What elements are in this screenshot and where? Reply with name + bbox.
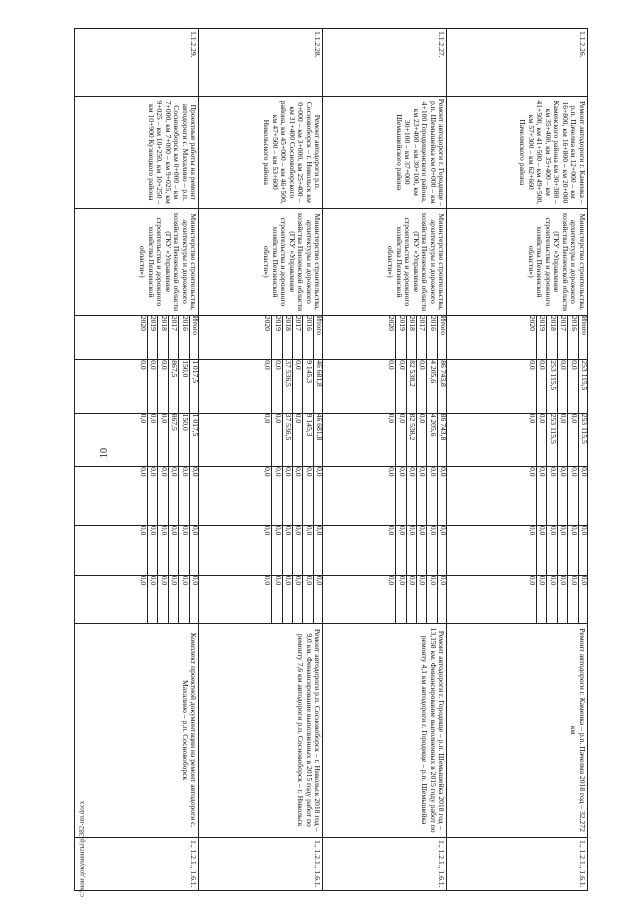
total-funding-cells bbox=[323, 360, 447, 413]
c4-cell: 0,0 bbox=[439, 525, 449, 536]
c1-cell: 0,0 bbox=[272, 360, 282, 412]
c3-cell: 0,0 bbox=[138, 467, 148, 525]
c3-cell: 0,0 bbox=[580, 467, 589, 477]
regional-budget-cells bbox=[323, 413, 447, 466]
c3-cell: 0,0 bbox=[386, 467, 396, 525]
c2-cell: 9 145,3 bbox=[303, 414, 313, 466]
c4-cell: 0,0 bbox=[169, 526, 179, 575]
years-cell: 2017 bbox=[169, 316, 179, 360]
c4-cell: 0,0 bbox=[148, 526, 158, 575]
c3-cell: 0,0 bbox=[427, 467, 437, 525]
years-cell: 2017 bbox=[417, 316, 427, 360]
c4-cell: 0,0 bbox=[537, 526, 547, 575]
c4-cell: 0,0 bbox=[303, 526, 313, 575]
year-cells bbox=[199, 315, 323, 360]
activity-name: Проектные работы на ремонт автодороги с. Махалино – р.п. Сосновоборск км 0+000 – км 7+000, км 7+000 – км 9+025, км 9+025 – км 10+250, км 10+250 – км 10+900 Кузнецкого района bbox=[75, 96, 199, 208]
c4-cell: 0,0 bbox=[191, 525, 201, 536]
c1-cell: 4 205,6 bbox=[427, 360, 437, 412]
c3-cell: 0,0 bbox=[293, 467, 303, 525]
years-cell: 2019 bbox=[272, 316, 282, 360]
c4-cell: 0,0 bbox=[558, 526, 568, 575]
c5-cell: 0,0 bbox=[158, 576, 168, 623]
c3-cell: 0,0 bbox=[527, 467, 537, 525]
c1-cell: 86 743,8 bbox=[439, 360, 449, 387]
c5-cell: 0,0 bbox=[427, 576, 437, 623]
c3-cell: 0,0 bbox=[417, 467, 427, 525]
local-budget-cells bbox=[199, 525, 323, 575]
activity-code: 1.1.2.27. bbox=[323, 29, 447, 97]
extrabudgetary-cells bbox=[323, 575, 447, 623]
c1-cell: 0,0 bbox=[293, 360, 303, 412]
year-cells bbox=[323, 315, 447, 360]
c4-cell: 0,0 bbox=[179, 526, 189, 575]
years-cell: 2017 bbox=[293, 316, 303, 360]
c3-cell: 0,0 bbox=[407, 467, 417, 525]
local-budget-cells bbox=[75, 525, 199, 575]
federal-budget-cells bbox=[323, 467, 447, 526]
rotated-table-sheet bbox=[74, 28, 588, 891]
target-indicators: 1., 1.2.1., 1.6.1. bbox=[323, 837, 447, 891]
c1-cell: 0,0 bbox=[558, 360, 568, 412]
c2-cell: 150,0 bbox=[179, 414, 189, 466]
regional-budget-cells bbox=[447, 413, 588, 466]
c5-cell: 0,0 bbox=[386, 576, 396, 623]
years-cell: Итого bbox=[439, 315, 449, 335]
years-cell: 2016 bbox=[303, 316, 313, 360]
years-cell: Итого bbox=[315, 315, 325, 335]
c2-cell: 0,0 bbox=[293, 414, 303, 466]
year-cells bbox=[75, 315, 199, 360]
c5-cell: 0,0 bbox=[527, 576, 537, 623]
table-row bbox=[323, 29, 447, 891]
table-row bbox=[199, 29, 323, 891]
extrabudgetary-cells bbox=[199, 575, 323, 623]
c1-cell: 37 536,5 bbox=[283, 360, 293, 412]
c5-cell: 0,0 bbox=[262, 576, 272, 623]
local-budget-cells bbox=[447, 525, 588, 575]
c2-cell: 86 743,8 bbox=[439, 413, 449, 441]
c4-cell: 0,0 bbox=[315, 525, 325, 536]
years-cell: 2019 bbox=[537, 316, 547, 360]
years-cell: 2018 bbox=[158, 316, 168, 360]
c3-cell: 0,0 bbox=[547, 467, 557, 525]
c3-cell: 0,0 bbox=[158, 467, 168, 525]
c1-cell: 9 145,3 bbox=[303, 360, 313, 412]
c3-cell: 0,0 bbox=[148, 467, 158, 525]
c3-cell: 0,0 bbox=[439, 467, 449, 477]
c2-cell: 0,0 bbox=[558, 414, 568, 466]
c5-cell: 0,0 bbox=[303, 576, 313, 623]
c5-cell: 0,0 bbox=[283, 576, 293, 623]
c4-cell: 0,0 bbox=[138, 526, 148, 575]
total-funding-cells bbox=[199, 360, 323, 413]
c5-cell: 0,0 bbox=[537, 576, 547, 623]
c2-cell: 0,0 bbox=[138, 414, 148, 466]
years-cell: 2018 bbox=[547, 316, 557, 360]
c4-cell: 0,0 bbox=[580, 525, 589, 536]
c4-cell: 0,0 bbox=[262, 526, 272, 575]
years-cell: 2019 bbox=[396, 316, 406, 360]
activity-name: Ремонт автодороги г. Городище – р.п. Шемышейка км 0+000 – км 4+100 Городищенского района, км 23+400 – км 30+100, км 30+100 – км 37+000 Шемышейского района bbox=[323, 96, 447, 208]
c4-cell: 0,0 bbox=[568, 526, 578, 575]
years-cell: 2020 bbox=[138, 316, 148, 360]
c4-cell: 0,0 bbox=[293, 526, 303, 575]
years-cell: Итого bbox=[580, 315, 589, 335]
c2-cell: 82 538,2 bbox=[407, 414, 417, 466]
years-cell: 2016 bbox=[568, 316, 578, 360]
c5-cell: 0,0 bbox=[169, 576, 179, 623]
c1-cell: 0,0 bbox=[527, 360, 537, 412]
footer-file-path: c:\мои документы\р\382-пп.docx bbox=[78, 800, 86, 897]
c5-cell: 0,0 bbox=[396, 576, 406, 623]
c5-cell: 0,0 bbox=[568, 576, 578, 623]
c1-cell: 82 538,2 bbox=[407, 360, 417, 412]
expected-result: Ремонт автодороги г. Каменка – р.п. Пачелма 2018 год – 32,272 км bbox=[447, 623, 588, 837]
c1-cell: 0,0 bbox=[537, 360, 547, 412]
years-cell: 2020 bbox=[386, 316, 396, 360]
program-activities-table bbox=[74, 28, 588, 891]
c2-cell: 867,5 bbox=[169, 414, 179, 466]
c2-cell: 37 536,5 bbox=[283, 414, 293, 466]
c2-cell: 0,0 bbox=[272, 414, 282, 466]
years-cell: 2019 bbox=[148, 316, 158, 360]
c1-cell: 253 115,5 bbox=[580, 360, 589, 391]
federal-budget-cells bbox=[447, 467, 588, 526]
c5-cell: 0,0 bbox=[439, 575, 449, 586]
c4-cell: 0,0 bbox=[386, 526, 396, 575]
c2-cell: 0,0 bbox=[396, 414, 406, 466]
c1-cell: 0,0 bbox=[262, 360, 272, 412]
c2-cell: 0,0 bbox=[148, 414, 158, 466]
activity-code: 1.1.2.29. bbox=[75, 29, 199, 97]
c4-cell: 0,0 bbox=[272, 526, 282, 575]
federal-budget-cells bbox=[75, 467, 199, 526]
c2-cell: 253 115,5 bbox=[580, 413, 589, 444]
total-funding-cells bbox=[75, 360, 199, 413]
c5-cell: 0,0 bbox=[179, 576, 189, 623]
expected-result: Ремонт автодороги р.п. Сосновоборск – г. Никольск 2018 год – 9,0 км. Финансирование выполненных в 2015 году работ по ремонту 7,6 км автодороги р.п. Сосновоборск – г. Никольск bbox=[199, 623, 323, 837]
c3-cell: 0,0 bbox=[283, 467, 293, 525]
c5-cell: 0,0 bbox=[293, 576, 303, 623]
extrabudgetary-cells bbox=[447, 575, 588, 623]
activity-code: 1.1.2.28. bbox=[199, 29, 323, 97]
activity-name: Ремонт автодороги р.п. Сосновоборск – г. Никольск км 0+000 – км 3+000, км 25+400 – км 31+400 Сосновоборского района, км 45+000 – км 46+500, км 47+500 – км 53+600 Никольского района bbox=[199, 96, 323, 208]
table-row bbox=[447, 29, 588, 891]
c2-cell: 0,0 bbox=[568, 414, 578, 466]
expected-result: Комплект проектной документации на ремонт автодороги с. Махалино – р.п. Сосновоборск bbox=[75, 623, 199, 837]
activity-name: Ремонт автодороги г. Каменка – р.п. Пачелма км 12+000 – км 16+800, км 16+800 – км 20+000 Каменского района км 30+380 – км 35+400, км 35+400 – км 41+500, км 41+500 – км 49+500, км 57+300 – км 62+660 Пачелмского района bbox=[447, 96, 588, 208]
c2-cell: 4 205,6 bbox=[427, 414, 437, 466]
target-indicators: 1., 1.2.1., 1.6.1. bbox=[75, 837, 199, 891]
c1-cell: 1 017,5 bbox=[191, 360, 201, 384]
c4-cell: 0,0 bbox=[283, 526, 293, 575]
c1-cell: 0,0 bbox=[138, 360, 148, 412]
page-number: 10 bbox=[99, 448, 110, 458]
c1-cell: 0,0 bbox=[396, 360, 406, 412]
c3-cell: 0,0 bbox=[568, 467, 578, 525]
c3-cell: 0,0 bbox=[303, 467, 313, 525]
c4-cell: 0,0 bbox=[407, 526, 417, 575]
c3-cell: 0,0 bbox=[315, 467, 325, 477]
c2-cell: 0,0 bbox=[386, 414, 396, 466]
c2-cell: 0,0 bbox=[537, 414, 547, 466]
total-funding-cells bbox=[447, 360, 588, 413]
c2-cell: 0,0 bbox=[527, 414, 537, 466]
c2-cell: 0,0 bbox=[417, 414, 427, 466]
c2-cell: 253 115,5 bbox=[547, 414, 557, 466]
executor: Министерство строительства, архитектуры и дорожного хозяйства Пензенской области (ГКУ «Управление строительства и дорожного хозяйства Пензенской области») bbox=[75, 208, 199, 315]
c4-cell: 0,0 bbox=[527, 526, 537, 575]
target-indicators: 1., 1.2.1., 1.6.1. bbox=[447, 837, 588, 891]
c5-cell: 0,0 bbox=[558, 576, 568, 623]
c5-cell: 0,0 bbox=[417, 576, 427, 623]
c3-cell: 0,0 bbox=[537, 467, 547, 525]
expected-result: Ремонт автодороги г. Городище – р.п. Шемышейка 2018 год – 13,158 км. Финансирование выполненных в 2015 году работ по ремонту 4,1 км автодороги г. Городище – р.п. Шемышейка bbox=[323, 623, 447, 837]
regional-budget-cells bbox=[199, 413, 323, 466]
c1-cell: 0,0 bbox=[386, 360, 396, 412]
years-cell: 2020 bbox=[262, 316, 272, 360]
c2-cell: 0,0 bbox=[262, 414, 272, 466]
c5-cell: 0,0 bbox=[191, 575, 201, 586]
c1-cell: 0,0 bbox=[158, 360, 168, 412]
executor: Министерство строительства, архитектуры и дорожного хозяйства Пензенской области (ГКУ «Управление строительства и дорожного хозяйства Пензенской области») bbox=[323, 208, 447, 315]
c3-cell: 0,0 bbox=[558, 467, 568, 525]
years-cell: 2018 bbox=[283, 316, 293, 360]
years-cell: 2018 bbox=[407, 316, 417, 360]
c5-cell: 0,0 bbox=[547, 576, 557, 623]
c4-cell: 0,0 bbox=[158, 526, 168, 575]
years-cell: Итого bbox=[191, 315, 201, 335]
c4-cell: 0,0 bbox=[396, 526, 406, 575]
executor: Министерство строительства, архитектуры и дорожного хозяйства Пензенской области (ГКУ «Управление строительства и дорожного хозяйства Пензенской области») bbox=[447, 208, 588, 315]
c3-cell: 0,0 bbox=[169, 467, 179, 525]
c1-cell: 253 115,5 bbox=[547, 360, 557, 412]
c4-cell: 0,0 bbox=[547, 526, 557, 575]
c1-cell: 46 681,8 bbox=[315, 360, 325, 387]
c4-cell: 0,0 bbox=[417, 526, 427, 575]
extrabudgetary-cells bbox=[75, 575, 199, 623]
c1-cell: 0,0 bbox=[148, 360, 158, 412]
years-cell: 2020 bbox=[527, 316, 537, 360]
c3-cell: 0,0 bbox=[262, 467, 272, 525]
c4-cell: 0,0 bbox=[427, 526, 437, 575]
c2-cell: 1 017,5 bbox=[191, 413, 201, 437]
federal-budget-cells bbox=[199, 467, 323, 526]
activity-code: 1.1.2.26. bbox=[447, 29, 588, 97]
regional-budget-cells bbox=[75, 413, 199, 466]
c5-cell: 0,0 bbox=[148, 576, 158, 623]
c1-cell: 0,0 bbox=[417, 360, 427, 412]
c3-cell: 0,0 bbox=[396, 467, 406, 525]
c1-cell: 150,0 bbox=[179, 360, 189, 412]
c5-cell: 0,0 bbox=[315, 575, 325, 586]
year-cells bbox=[447, 315, 588, 360]
c5-cell: 0,0 bbox=[138, 576, 148, 623]
table-row bbox=[75, 29, 199, 891]
c2-cell: 0,0 bbox=[158, 414, 168, 466]
c1-cell: 867,5 bbox=[169, 360, 179, 412]
c2-cell: 46 681,8 bbox=[315, 413, 325, 441]
c1-cell: 0,0 bbox=[568, 360, 578, 412]
years-cell: 2016 bbox=[179, 316, 189, 360]
c5-cell: 0,0 bbox=[407, 576, 417, 623]
target-indicators: 1., 1.2.1., 1.6.1. bbox=[199, 837, 323, 891]
c3-cell: 0,0 bbox=[179, 467, 189, 525]
c3-cell: 0,0 bbox=[191, 467, 201, 477]
years-cell: 2017 bbox=[558, 316, 568, 360]
local-budget-cells bbox=[323, 525, 447, 575]
c3-cell: 0,0 bbox=[272, 467, 282, 525]
c5-cell: 0,0 bbox=[272, 576, 282, 623]
years-cell: 2016 bbox=[427, 316, 437, 360]
c5-cell: 0,0 bbox=[580, 575, 589, 586]
executor: Министерство строительства, архитектуры и дорожного хозяйства Пензенской области (ГКУ «Управление строительства и дорожного хозяйства Пензенской области») bbox=[199, 208, 323, 315]
